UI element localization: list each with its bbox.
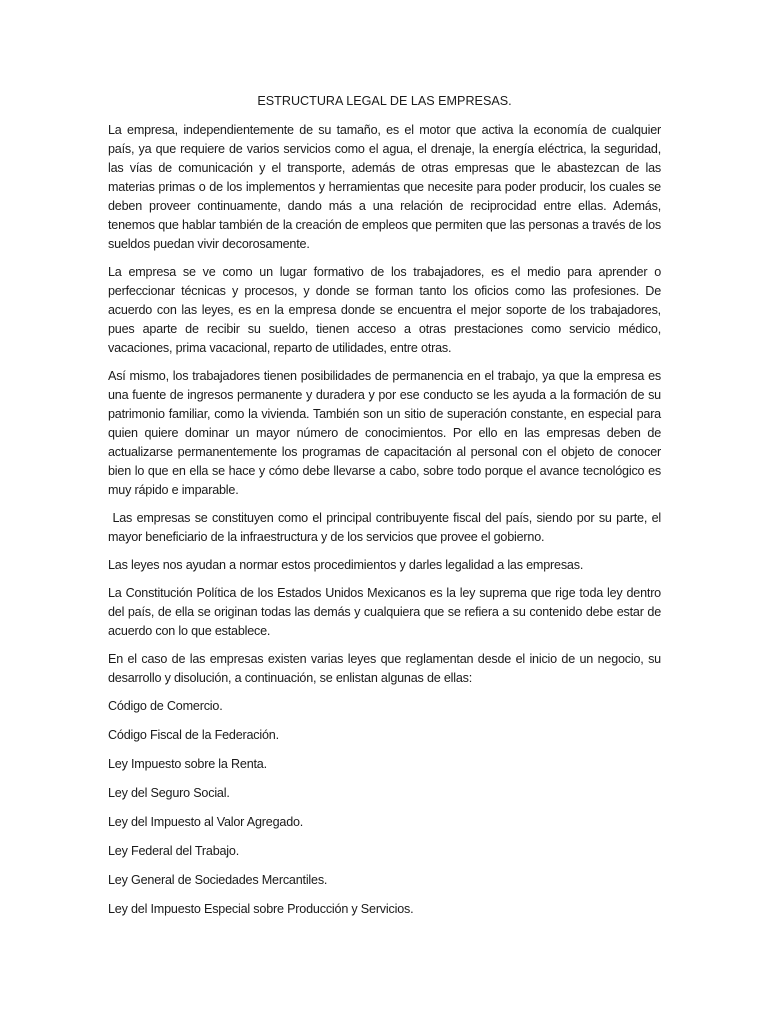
document-title: ESTRUCTURA LEGAL DE LAS EMPRESAS. [257, 94, 512, 108]
law-item: Ley del Impuesto al Valor Agregado. [108, 815, 304, 829]
paragraph-formative: La empresa se ve como un lugar formativo de los trabajadores, es el medio para aprender o perfeccionar técnicas y procesos, y donde se forman tanto los oficios como las profesiones. De acuerdo con las leyes, es en la empresa donde se encuentra el mejor soporte de los trabajadores, pues aparte de recibir su sueldo, tienen acceso a otras prestaciones como servicio médico, vacaciones, prima vacacional, reparto de utilidades, entre otras. [108, 265, 661, 355]
paragraph-list-intro: En el caso de las empresas existen varias leyes que reglamentan desde el inicio de un negocio, su desarrollo y disolución, a continuación, se enlistan algunas de ellas: [108, 652, 661, 685]
law-item: Código de Comercio. [108, 699, 223, 713]
paragraph-fiscal: Las empresas se constituyen como el principal contribuyente fiscal del país, siendo por su parte, el mayor beneficiario de la infraestructura y de los servicios que provee el gobierno. [108, 511, 665, 544]
law-item: Ley Federal del Trabajo. [108, 844, 240, 858]
law-item: Ley del Impuesto Especial sobre Producción y Servicios. [108, 902, 414, 916]
law-item: Ley General de Sociedades Mercantiles. [108, 873, 328, 887]
paragraph-intro: La empresa, independientemente de su tamaño, es el motor que activa la economía de cualquier país, ya que requiere de varios servicios como el agua, el drenaje, la energía eléctrica, la seguridad, las vías de comunicación y el transporte, además de otras empresas que le abastezcan de las materias primas o de los implementos y herramientas que necesite para poder producir, los cuales se deben proveer continuamente, dando más a una relación de reciprocidad entre ellas. Además, tenemos que hablar también de la creación de empleos que permiten que las personas a través de los sueldos puedan vivir decorosamente. [108, 123, 661, 251]
law-item: Código Fiscal de la Federación. [108, 728, 279, 742]
paragraph-permanence: Así mismo, los trabajadores tienen posibilidades de permanencia en el trabajo, ya que la empresa es una fuente de ingresos permanente y duradera y por ese conducto se les ayuda a la formación de su patrimonio familiar, como la vivienda. También son un sitio de superación constante, en especial para quien quiere dominar un mayor número de conocimientos. Por ello en las empresas deben de actualizarse permanentemente los programas de capacitación al personal con el objeto de conocer bien lo que en ella se hace y cómo debe llevarse a cabo, sobre todo porque el avance tecnológico es muy rápido e imparable. [108, 369, 661, 497]
law-item: Ley Impuesto sobre la Renta. [108, 757, 267, 771]
paragraph-laws-intro: Las leyes nos ayudan a normar estos procedimientos y darles legalidad a las empresas. [108, 558, 584, 572]
law-list [108, 697, 661, 919]
law-item: Ley del Seguro Social. [108, 786, 230, 800]
paragraph-constitution: La Constitución Política de los Estados Unidos Mexicanos es la ley suprema que rige toda ley dentro del país, de ella se originan todas las demás y cualquiera que se refiera a su contenido debe estar de acuerdo con lo que establece. [108, 586, 661, 638]
document-page [108, 92, 665, 929]
